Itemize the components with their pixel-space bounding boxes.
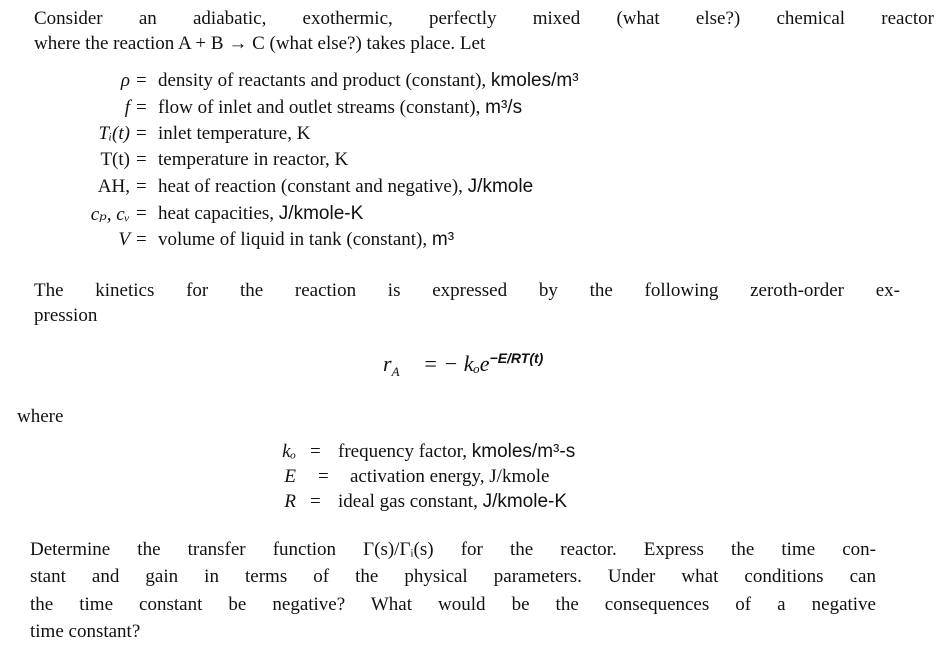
- equation-exponent: −E/RT(t): [489, 350, 544, 366]
- variable-description: temperature in reactor, K: [158, 149, 349, 170]
- rate-equation: [383, 350, 543, 380]
- variable-description: volume of liquid in tank (constant), m³: [158, 229, 455, 250]
- kinetics-line-1: The kinetics for the reaction is expressed by the following zeroth-order ex-: [34, 280, 900, 301]
- intro-line-2: where the reaction A + B → C (what else?) takes place. Let: [34, 33, 486, 54]
- equation-lhs-subscript: A: [391, 364, 400, 379]
- variable-symbol: cₚ, cᵥ: [90, 204, 130, 225]
- intro-line-1: Consider an adiabatic, exothermic, perfectly mixed (what else?) chemical reactor: [34, 8, 934, 29]
- equals-sign: =: [136, 123, 147, 144]
- kinetics-line-2: pression: [34, 305, 98, 326]
- question-line-3: the time constant be negative? What would be the consequences of a negative: [30, 594, 876, 615]
- constant-description: activation energy, J/kmole: [350, 466, 550, 487]
- variable-symbol: T(t): [100, 149, 130, 170]
- constant-symbol: R: [284, 491, 296, 512]
- equals-sign: =: [136, 70, 147, 91]
- question-line-2: stant and gain in terms of the physical parameters. Under what conditions can: [30, 566, 876, 587]
- variable-description: heat capacities, J/kmole-K: [158, 203, 364, 224]
- variable-symbol: f: [124, 97, 130, 118]
- constant-symbol: E: [284, 466, 296, 487]
- variable-description: flow of inlet and outlet streams (constant), m³/s: [158, 97, 523, 118]
- variable-description: inlet temperature, K: [158, 123, 311, 144]
- variable-description: heat of reaction (constant and negative), J/kmole: [158, 176, 534, 197]
- equals-sign: =: [136, 97, 147, 118]
- variable-symbol: Tᵢ(t): [98, 123, 130, 144]
- equals-sign: =: [136, 229, 147, 250]
- question-line-1: Determine the transfer function Γ(s)/Γᵢ(s) for the reactor. Express the time con-: [30, 539, 876, 560]
- equals-sign: =: [310, 491, 321, 512]
- variable-symbol: AH,: [97, 176, 130, 197]
- constant-symbol: kₒ: [282, 441, 296, 462]
- where-label: where: [17, 406, 64, 427]
- variable-description: density of reactants and product (constant), kmoles/m³: [158, 70, 579, 91]
- question-line-4: time constant?: [30, 621, 141, 642]
- equals-sign: =: [136, 149, 147, 170]
- equals-sign: =: [318, 466, 329, 487]
- equals-sign: =: [136, 176, 147, 197]
- equation-rhs: = − kₒe: [423, 351, 490, 376]
- equals-sign: =: [310, 441, 321, 462]
- equals-sign: =: [136, 203, 147, 224]
- variable-symbol: ρ: [120, 70, 130, 91]
- variable-symbol: V: [118, 229, 130, 250]
- equation-lhs: r: [383, 351, 392, 376]
- constant-description: ideal gas constant, J/kmole-K: [338, 491, 568, 512]
- constant-description: frequency factor, kmoles/m³-s: [338, 441, 576, 462]
